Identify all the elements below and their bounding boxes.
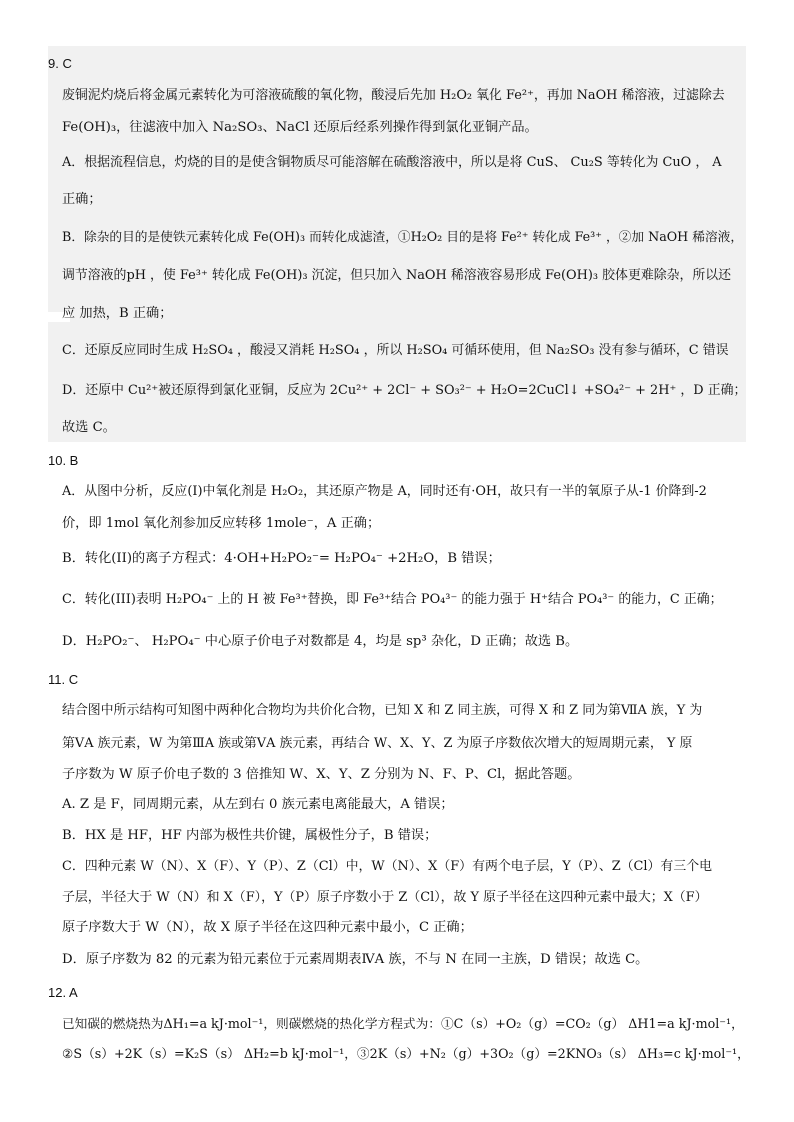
q9-line-3: A．根据流程信息，灼烧的目的是使含铜物质尽可能溶解在硫酸溶液中，所以是将 CuS、 Cu₂S 等转化为 CuO ， A — [62, 155, 722, 170]
q12-line-1: 已知碳的燃烧热为ΔH₁=a kJ·mol⁻¹，则碳燃烧的热化学方程式为：①C（s）+O₂（g）=CO₂（g） ΔH1=a kJ·mol⁻¹， — [62, 1016, 744, 1031]
q9-line-2: Fe(OH)₃，往滤液中加入 Na₂SO₃、NaCl 还原后经系列操作得到氯化亚铜产品。 — [62, 120, 538, 135]
q11-line-5: B．HX 是 HF，HF 内部为极性共价键，属极性分子，B 错误； — [62, 828, 438, 843]
q11-line-4: A. Z 是 F，同周期元素，从左到右 0 族元素电离能最大，A 错误； — [62, 797, 454, 812]
q12-line-2: ②S（s）+2K（s）=K₂S（s） ΔH₂=b kJ·mol⁻¹，③2K（s）+N₂（g）+3O₂（g）=2KNO₃（s） ΔH₃=c kJ·mol⁻¹， — [62, 1046, 750, 1061]
q11-line-7: 子层，半径大于 W（N）和 X（F），Y（P）原子序数小于 Z（Cl），故 Y 原子半径在这四种元素中最大；X（F） — [62, 890, 708, 905]
q9-line-9: D．还原中 Cu²⁺被还原得到氯化亚铜，反应为 2Cu²⁺ + 2Cl⁻ + SO₃²⁻ + H₂O=2CuCl↓ +SO₄²⁻ + 2H⁺ ，D 正确； — [62, 383, 747, 398]
q9-heading: 9. C — [48, 56, 72, 71]
q9-line-7: 应 加热，B 正确； — [62, 306, 173, 321]
q9-line-5: B．除杂的目的是使铁元素转化成 Fe(OH)₃ 而转化成滤渣，①H₂O₂ 目的是将 Fe²⁺ 转化成 Fe³⁺ ，②加 NaOH 稀溶液， — [62, 229, 744, 244]
q11-line-1: 结合图中所示结构可知图中两种化合物均为共价化合物，已知 X 和 Z 同主族，可得 X 和 Z 同为第ⅦA 族，Y 为 — [62, 703, 703, 718]
q9-line-4: 正确； — [62, 192, 102, 207]
q10-line-2: 价，即 1mol 氧化剂参加反应转移 1mole⁻，A 正确； — [62, 516, 381, 531]
q11-line-3: 子序数为 W 原子价电子数的 3 倍推知 W、X、Y、Z 分别为 N、F、P、Cl，据此答题。 — [62, 767, 581, 782]
q9-line-6: 调节溶液的pH ，使 Fe³⁺ 转化成 Fe(OH)₃ 沉淀，但只加入 NaOH 稀溶液容易形成 Fe(OH)₃ 胶体更难除杂，所以还 — [62, 268, 732, 283]
q10-heading: 10. B — [48, 453, 79, 468]
q9-line-1: 废铜泥灼烧后将金属元素转化为可溶液硫酸的氧化物，酸浸后先加 H₂O₂ 氧化 Fe²⁺，再加 NaOH 稀溶液，过滤除去 — [62, 88, 725, 103]
q10-line-1: A．从图中分析，反应(I)中氧化剂是 H₂O₂，其还原产物是 A，同时还有·OH，故只有一半的氧原子从-1 价降到-2 — [62, 484, 707, 499]
q10-line-4: C．转化(III)表明 H₂PO₄⁻ 上的 H 被 Fe³⁺替换，即 Fe³⁺结合 PO₄³⁻ 的能力强于 H⁺结合 PO₄³⁻ 的能力，C 正确； — [62, 592, 723, 607]
q10-line-5: D．H₂PO₂⁻、 H₂PO₄⁻ 中心原子价电子对数都是 4，均是 sp³ 杂化，D 正确；故选 B。 — [62, 634, 579, 649]
q11-line-8: 原子序数大于 W（N），故 X 原子半径在这四种元素中最小，C 正确； — [62, 920, 473, 935]
q11-heading: 11. C — [48, 672, 79, 687]
q11-line-2: 第ⅤA 族元素，W 为第ⅢA 族或第ⅤA 族元素，再结合 W、X、Y、Z 为原子序数依次增大的短周期元素， Y 原 — [62, 736, 693, 751]
q10-line-3: B．转化(II)的离子方程式：4·OH+H₂PO₂⁻= H₂PO₄⁻ +2H₂O，B 错误； — [62, 551, 501, 566]
q11-line-9: D．原子序数为 82 的元素为铅元素位于元素周期表ⅣA 族，不与 N 在同一主族，D 错误；故选 C。 — [62, 952, 649, 967]
q12-heading: 12. A — [48, 985, 78, 1000]
q9-line-10: 故选 C。 — [62, 420, 116, 435]
q11-line-6: C．四种元素 W（N）、X（F）、Y（P）、Z（Cl）中，W（N）、X（F）有两个电子层，Y（P）、Z（Cl）有三个电 — [62, 859, 712, 874]
q9-line-8: C．还原反应同时生成 H₂SO₄ ，酸浸又消耗 H₂SO₄ ，所以 H₂SO₄ 可循环使用，但 Na₂SO₃ 没有参与循环，C 错误 — [62, 343, 729, 358]
